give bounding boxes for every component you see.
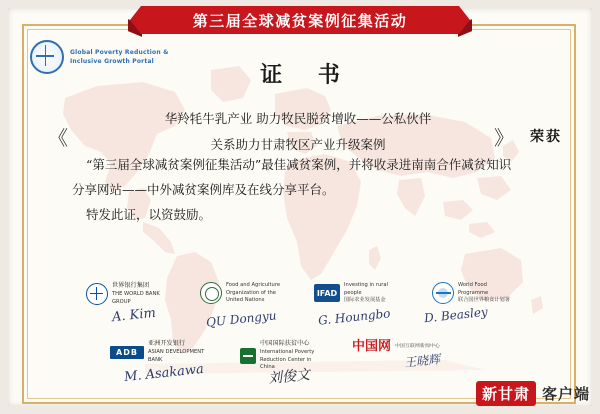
certificate-body-line2: 分享网站——中外减贫案例库及在线分享平台。: [72, 182, 335, 197]
logo-fao-caption: [226, 282, 284, 305]
logo-wfp-caption: [458, 282, 516, 305]
wfp-icon: [432, 282, 454, 304]
adb-icon: ADB: [110, 346, 144, 359]
ifad-icon: IFAD: [314, 284, 340, 302]
china-net-icon: 中国网: [352, 339, 392, 354]
logo-wfp-en: 联合国世界粮食计划署: [458, 297, 510, 304]
world-bank-icon: [86, 283, 108, 305]
logo-fao-en: Organization of the United Nations: [226, 289, 276, 304]
signature-adb: M. Asakawa: [123, 361, 205, 386]
app-brand-badge: 新甘肃: [476, 381, 536, 406]
app-brand-watermark: [476, 381, 590, 406]
signature-fao: QU Dongyu: [205, 308, 278, 330]
logo-ifad-cn: Investing in rural people: [344, 282, 389, 296]
certificate-subject: [72, 106, 524, 158]
logo-fao: [200, 282, 284, 305]
certificate-body: [72, 152, 524, 227]
logo-ifad: [314, 282, 402, 305]
logo-world-bank-cn: 世界银行集团: [112, 282, 150, 289]
certificate-title: 证 书: [260, 62, 354, 88]
fao-wheat-icon: [200, 282, 222, 304]
logo-world-bank-en: THE WORLD BANK GROUP: [112, 290, 160, 305]
logo-wfp: [432, 282, 516, 305]
logo-ifad-en: 国际农业发展基金: [344, 297, 386, 304]
iprcc-icon: [240, 348, 256, 364]
signature-iprcc: 刘俊文: [267, 366, 311, 388]
logo-adb-cn: 亚洲开发银行: [148, 340, 186, 347]
logo-ifad-caption: [344, 282, 402, 305]
logo-iprcc-en: International Poverty Reduction Center in China: [260, 348, 315, 371]
event-banner: [141, 6, 459, 34]
certificate-subject-line2: 关系助力甘肃牧区产业升级案例: [210, 137, 386, 152]
logo-adb-caption: [148, 340, 206, 364]
app-brand-label: 客户端: [541, 385, 590, 403]
signature-wfp: D. Beasley: [423, 304, 489, 326]
certificate-subject-line1: 华羚牦牛乳产业 助力牧民脱贫增收——公私伙伴: [164, 111, 432, 126]
logo-china-net-en: 中国互联网新闻中心: [395, 344, 440, 350]
portal-emblem-line1: Global Poverty Reduction &: [70, 49, 169, 56]
award-word: 荣获: [530, 129, 562, 145]
signature-world-bank: A. Kim: [111, 305, 157, 326]
logo-world-bank-caption: [112, 282, 170, 306]
quote-left-mark: 《: [48, 126, 68, 150]
logo-fao-cn: Food and Agriculture: [226, 282, 281, 288]
certificate-body-line1: “第三届全球减贫案例征集活动”最佳减贫案例，并将收录进南南合作减贫知识: [86, 157, 512, 172]
certificate-body-line3: 特发此证，以资鼓励。: [86, 207, 212, 222]
logo-wfp-cn: World Food Programme: [458, 282, 489, 296]
organization-logos-row-1: [86, 282, 516, 306]
signature-china-net: 王晓辉: [403, 352, 441, 370]
logo-world-bank: [86, 282, 170, 306]
signature-ifad: G. Houngbo: [317, 306, 392, 328]
logo-adb-en: ASIAN DEVELOPMENT BANK: [148, 348, 205, 363]
logo-iprcc-cn: 中国国际扶贫中心: [260, 340, 310, 347]
quote-right-mark: 》: [494, 126, 514, 150]
logo-adb: [110, 340, 206, 364]
event-banner-text: 第三届全球减贫案例征集活动: [192, 11, 408, 30]
portal-emblem-line2: Inclusive Growth Portal: [70, 58, 154, 65]
